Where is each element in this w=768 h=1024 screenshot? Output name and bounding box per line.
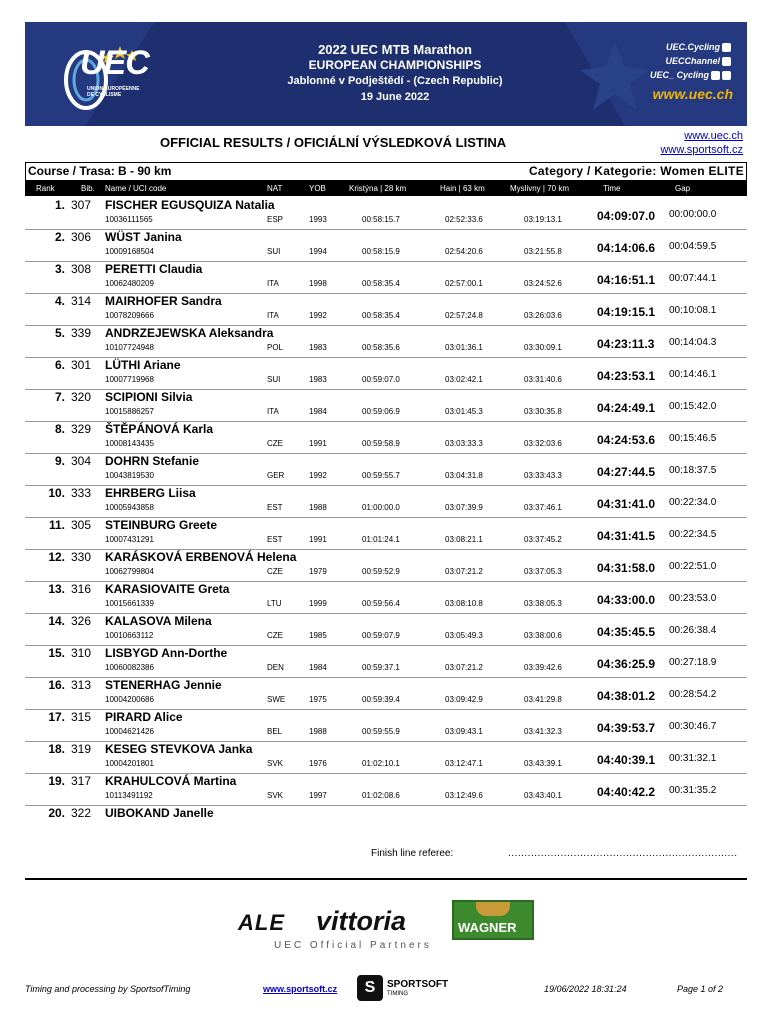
divider <box>25 878 747 880</box>
cell-s2: 03:12:47.1 <box>445 759 483 768</box>
col-split3: Myslivny | 70 km <box>510 184 569 193</box>
cell-gap: 00:04:59.5 <box>669 241 717 252</box>
cell-s2: 02:57:00.1 <box>445 279 483 288</box>
uec-logo-text: UEC <box>80 44 149 82</box>
cell-gap: 00:23:53.0 <box>669 593 717 604</box>
cell-s1: 00:59:39.4 <box>362 695 400 704</box>
referee-label: Finish line referee: <box>371 848 454 859</box>
cell-gap: 00:26:38.4 <box>669 625 717 636</box>
cell-yob: 1983 <box>309 343 327 352</box>
cell-uci: 10007719968 <box>105 375 154 384</box>
cell-bib: 339 <box>71 326 92 340</box>
cell-uci: 10043819530 <box>105 471 154 480</box>
cell-time: 04:31:41.5 <box>597 529 656 543</box>
cell-yob: 1993 <box>309 215 327 224</box>
cell-gap: 00:27:18.9 <box>669 657 717 668</box>
cell-time: 04:35:45.5 <box>597 625 656 639</box>
cell-rank: 17. <box>48 710 65 724</box>
footer-datetime: 19/06/2022 18:31:24 <box>544 984 627 994</box>
table-row <box>25 549 747 582</box>
cell-name: LÜTHI Ariane <box>105 358 181 372</box>
cell-time: 04:39:53.7 <box>597 721 656 735</box>
cell-rank: 19. <box>48 774 65 788</box>
cell-bib: 326 <box>71 614 92 628</box>
cell-yob: 1983 <box>309 375 327 384</box>
sportsoft-link[interactable]: www.sportsoft.cz <box>660 144 743 156</box>
cell-uci: 10004200686 <box>105 695 154 704</box>
cell-name: FISCHER EGUSQUIZA Natalia <box>105 198 275 212</box>
sponsors-strip <box>130 888 635 973</box>
cell-uci: 10036111565 <box>105 215 153 224</box>
event-date: 19 June 2022 <box>360 91 430 103</box>
cell-bib: 317 <box>71 774 92 788</box>
cell-gap: 00:10:08.1 <box>669 305 717 316</box>
table-row <box>25 517 747 550</box>
cell-s3: 03:30:35.8 <box>524 407 562 416</box>
cell-yob: 1988 <box>309 727 327 736</box>
cell-time: 04:19:15.1 <box>597 305 656 319</box>
cell-time: 04:14:06.6 <box>597 241 656 255</box>
uec-link[interactable]: www.uec.ch <box>684 130 743 142</box>
cell-time: 04:24:53.6 <box>597 433 656 447</box>
cell-uci: 10060082386 <box>105 663 154 672</box>
cell-time: 04:09:07.0 <box>597 209 656 223</box>
cell-name: STEINBURG Greete <box>105 518 218 532</box>
cell-uci: 10113491192 <box>105 791 153 800</box>
table-row <box>25 261 747 294</box>
cell-nat: ITA <box>267 279 279 288</box>
table-row <box>25 421 747 454</box>
cell-name: PERETTI Claudia <box>105 262 203 276</box>
cell-s2: 02:52:33.6 <box>445 215 483 224</box>
cell-s1: 00:58:35.4 <box>362 311 400 320</box>
results-heading: OFFICIAL RESULTS / OFICIÁLNÍ VÝSLEDKOVÁ LISTINA <box>160 135 507 150</box>
table-row <box>25 229 747 262</box>
cell-nat: ESP <box>267 215 284 224</box>
table-row <box>25 357 747 390</box>
cell-yob: 1994 <box>309 247 327 256</box>
col-split2: Hain | 63 km <box>440 184 485 193</box>
cell-time: 04:31:58.0 <box>597 561 656 575</box>
cell-bib: 307 <box>71 198 92 212</box>
cell-s1: 01:02:10.1 <box>362 759 400 768</box>
cell-rank: 11. <box>48 518 65 532</box>
cell-s2: 03:07:39.9 <box>445 503 483 512</box>
cell-s2: 03:12:49.6 <box>445 791 483 800</box>
cell-nat: SUI <box>267 375 281 384</box>
cell-time: 04:23:53.1 <box>597 369 656 383</box>
event-title: 2022 UEC MTB Marathon <box>318 42 472 57</box>
cell-rank: 13. <box>48 582 65 596</box>
cell-s2: 03:04:31.8 <box>445 471 483 480</box>
cell-time: 04:40:39.1 <box>597 753 656 767</box>
wagner-logo: WAGNER <box>452 900 534 940</box>
referee-signature-line: ...................................................................... <box>508 848 738 859</box>
cell-nat: CZE <box>267 567 283 576</box>
cell-uci: 10015661339 <box>105 599 154 608</box>
cell-uci: 10009168504 <box>105 247 154 256</box>
cell-s1: 00:59:55.9 <box>362 727 400 736</box>
cell-gap: 00:07:44.1 <box>669 273 717 284</box>
cell-yob: 1984 <box>309 407 327 416</box>
cell-s2: 02:54:20.6 <box>445 247 483 256</box>
col-bib: Bib. <box>81 184 95 193</box>
cell-bib: 313 <box>71 678 92 692</box>
twitter-icon <box>711 71 720 80</box>
footer-link[interactable]: www.sportsoft.cz <box>263 984 338 994</box>
cell-name: UIBOKAND Janelle <box>105 806 214 820</box>
cell-s3: 03:26:03.6 <box>524 311 562 320</box>
cell-yob: 1992 <box>309 311 327 320</box>
cell-nat: EST <box>267 503 283 512</box>
facebook-icon <box>722 43 731 52</box>
cell-name: DOHRN Stefanie <box>105 454 200 468</box>
cell-rank: 15. <box>48 646 65 660</box>
cell-name: EHRBERG Liisa <box>105 486 196 500</box>
col-nat: NAT <box>267 184 283 193</box>
cell-yob: 1998 <box>309 279 327 288</box>
cell-nat: EST <box>267 535 283 544</box>
cell-rank: 9. <box>54 454 65 468</box>
cell-uci: 10010663112 <box>105 631 154 640</box>
cell-gap: 00:15:42.0 <box>669 401 717 412</box>
cell-s1: 00:59:56.4 <box>362 599 400 608</box>
cell-s1: 00:59:52.9 <box>362 567 400 576</box>
sportsoft-logo: S SPORTSOFT TIMING <box>357 975 457 1002</box>
cell-gap: 00:14:04.3 <box>669 337 717 348</box>
cell-time: 04:23:11.3 <box>597 337 655 351</box>
cell-nat: ITA <box>267 407 279 416</box>
cell-name: KARASIOVAITE Greta <box>105 582 230 596</box>
cell-s1: 00:59:37.1 <box>362 663 400 672</box>
cell-bib: 329 <box>71 422 92 436</box>
cell-bib: 333 <box>71 486 92 500</box>
partners-tagline: UEC Official Partners <box>274 940 432 951</box>
cell-s3: 03:37:46.1 <box>524 503 562 512</box>
cell-time: 04:27:44.5 <box>597 465 656 479</box>
cell-gap: 00:31:35.2 <box>669 785 717 796</box>
cell-time: 04:40:42.2 <box>597 785 656 799</box>
cell-name: KARÁSKOVÁ ERBENOVÁ Helena <box>105 550 297 564</box>
cell-time: 04:36:25.9 <box>597 657 656 671</box>
table-row <box>25 325 747 358</box>
cell-time: 04:38:01.2 <box>597 689 656 703</box>
cell-s3: 03:24:52.6 <box>524 279 562 288</box>
cell-gap: 00:31:32.1 <box>669 753 717 764</box>
col-yob: YOB <box>309 184 326 193</box>
table-row <box>25 389 747 422</box>
cell-name: KESEG STEVKOVA Janka <box>105 742 253 756</box>
cell-nat: SUI <box>267 247 281 256</box>
cell-s3: 03:37:45.2 <box>524 535 562 544</box>
table-row <box>25 197 747 230</box>
uec-logo-subtitle: UNION EUROPÉENNE DE CYCLISME <box>87 86 140 98</box>
instagram-icon <box>722 71 731 80</box>
cell-yob: 1976 <box>309 759 327 768</box>
cell-bib: 320 <box>71 390 92 404</box>
ale-logo: ALE <box>238 910 285 935</box>
cell-name: MAIRHOFER Sandra <box>105 294 222 308</box>
cell-s2: 03:01:36.1 <box>445 343 483 352</box>
cell-nat: GER <box>267 471 285 480</box>
cell-uci: 10008143435 <box>105 439 154 448</box>
cell-s3: 03:19:13.1 <box>524 215 562 224</box>
header-links <box>660 129 743 157</box>
table-header <box>25 181 747 196</box>
cell-s1: 00:58:15.9 <box>362 247 400 256</box>
cell-s3: 03:41:32.3 <box>524 727 562 736</box>
cell-name: KALASOVA Milena <box>105 614 212 628</box>
cell-s2: 03:01:45.3 <box>445 407 483 416</box>
cell-s1: 00:58:35.6 <box>362 343 400 352</box>
cell-s3: 03:31:40.6 <box>524 375 562 384</box>
cell-s1: 00:59:06.9 <box>362 407 400 416</box>
table-row <box>25 645 747 678</box>
cell-name: ANDRZEJEWSKA Aleksandra <box>105 326 274 340</box>
cell-gap: 00:22:34.0 <box>669 497 717 508</box>
event-subtitle: EUROPEAN CHAMPIONSHIPS <box>308 58 482 72</box>
cell-bib: 304 <box>71 454 92 468</box>
cell-rank: 7. <box>54 390 65 404</box>
cell-rank: 8. <box>54 422 65 436</box>
cell-bib: 308 <box>71 262 92 276</box>
footer-page: Page 1 of 2 <box>677 984 724 994</box>
cell-name: KRAHULCOVÁ Martina <box>105 774 237 788</box>
cell-s3: 03:21:55.8 <box>524 247 562 256</box>
cell-bib: 301 <box>71 358 92 372</box>
cell-nat: LTU <box>267 599 282 608</box>
cell-s3: 03:33:43.3 <box>524 471 562 480</box>
cell-rank: 5. <box>54 326 65 340</box>
cell-rank: 20. <box>48 806 65 820</box>
cell-s1: 01:00:00.0 <box>362 503 400 512</box>
cell-bib: 315 <box>71 710 92 724</box>
cell-gap: 00:00:00.0 <box>669 209 717 220</box>
youtube-icon <box>722 57 731 66</box>
table-row <box>25 581 747 614</box>
col-name: Name / UCI code <box>105 184 167 193</box>
cell-nat: CZE <box>267 439 283 448</box>
table-row <box>25 613 747 646</box>
course-label: Course / Trasa: B - 90 km <box>28 164 172 178</box>
col-rank: Rank <box>36 184 55 193</box>
table-row <box>25 453 747 486</box>
sportsoft-icon: S <box>357 975 383 1001</box>
cell-yob: 1999 <box>309 599 327 608</box>
cell-yob: 1984 <box>309 663 327 672</box>
footer-timing: Timing and processing by SportsofTiming <box>25 984 191 994</box>
cell-name: WÜST Janina <box>105 230 182 244</box>
cell-yob: 1997 <box>309 791 327 800</box>
cell-nat: ITA <box>267 311 279 320</box>
cell-gap: 00:15:46.5 <box>669 433 717 444</box>
cell-s3: 03:37:05.3 <box>524 567 562 576</box>
cell-gap: 00:22:34.5 <box>669 529 717 540</box>
uec-website: www.uec.ch <box>652 86 733 102</box>
cell-s1: 01:01:24.1 <box>362 535 400 544</box>
cell-s1: 00:58:15.7 <box>362 215 400 224</box>
cell-bib: 330 <box>71 550 92 564</box>
cell-uci: 10004621426 <box>105 727 154 736</box>
cell-s1: 00:59:58.9 <box>362 439 400 448</box>
cell-s2: 03:08:21.1 <box>445 535 483 544</box>
cell-bib: 310 <box>71 646 92 660</box>
cell-s3: 03:32:03.6 <box>524 439 562 448</box>
cell-rank: 6. <box>54 358 65 372</box>
cell-yob: 1975 <box>309 695 327 704</box>
cell-s1: 00:58:35.4 <box>362 279 400 288</box>
event-location: Jablonné v Podještědí - (Czech Republic) <box>287 75 503 87</box>
cell-time: 04:31:41.0 <box>597 497 656 511</box>
cell-s3: 03:30:09.1 <box>524 343 562 352</box>
cell-s2: 03:05:49.3 <box>445 631 483 640</box>
cell-s1: 00:59:07.9 <box>362 631 400 640</box>
cell-yob: 1979 <box>309 567 327 576</box>
cell-rank: 2. <box>54 230 65 244</box>
cell-bib: 316 <box>71 582 92 596</box>
cell-gap: 00:30:46.7 <box>669 721 717 732</box>
category-label: Category / Kategorie: Women ELITE <box>528 164 744 178</box>
cell-yob: 1991 <box>309 535 327 544</box>
cell-s1: 00:59:55.7 <box>362 471 400 480</box>
cell-nat: SVK <box>267 759 284 768</box>
table-row <box>25 805 747 837</box>
cell-s3: 03:38:05.3 <box>524 599 562 608</box>
cell-uci: 10078209666 <box>105 311 154 320</box>
cell-name: LISBYGD Ann-Dorthe <box>105 646 228 660</box>
cell-rank: 18. <box>48 742 65 756</box>
cell-uci: 10015886257 <box>105 407 154 416</box>
cell-yob: 1988 <box>309 503 327 512</box>
cell-gap: 00:28:54.2 <box>669 689 717 700</box>
vittoria-logo: vittoria <box>316 906 407 936</box>
cell-name: SCIPIONI Silvia <box>105 390 193 404</box>
cell-yob: 1985 <box>309 631 327 640</box>
cell-time: 04:24:49.1 <box>597 401 656 415</box>
cell-bib: 314 <box>71 294 92 308</box>
cell-uci: 10007431291 <box>105 535 154 544</box>
cell-s2: 03:03:33.3 <box>445 439 483 448</box>
cell-name: ŠTĚPÁNOVÁ Karla <box>105 422 214 436</box>
cell-s2: 02:57:24.8 <box>445 311 483 320</box>
cell-rank: 4. <box>54 294 65 308</box>
table-row <box>25 709 747 742</box>
course-category-bar <box>25 162 747 181</box>
col-gap: Gap <box>675 184 691 193</box>
cell-rank: 1. <box>54 198 65 212</box>
cell-rank: 14. <box>48 614 65 628</box>
header-banner <box>25 22 747 126</box>
cell-s3: 03:43:40.1 <box>524 791 562 800</box>
cell-s3: 03:41:29.8 <box>524 695 562 704</box>
cell-nat: POL <box>267 343 284 352</box>
cell-s3: 03:38:00.6 <box>524 631 562 640</box>
table-row <box>25 677 747 710</box>
cell-uci: 10062480209 <box>105 279 154 288</box>
cell-bib: 305 <box>71 518 92 532</box>
cell-rank: 12. <box>48 550 65 564</box>
cell-rank: 3. <box>54 262 65 276</box>
col-time: Time <box>603 184 621 193</box>
cell-s3: 03:39:42.6 <box>524 663 562 672</box>
table-row <box>25 293 747 326</box>
cell-s3: 03:43:39.1 <box>524 759 562 768</box>
cell-yob: 1992 <box>309 471 327 480</box>
table-row <box>25 741 747 774</box>
cell-name: STENERHAG Jennie <box>105 678 222 692</box>
cell-nat: SWE <box>267 695 286 704</box>
cell-s1: 00:59:07.0 <box>362 375 400 384</box>
cell-uci: 10005943858 <box>105 503 154 512</box>
cell-nat: CZE <box>267 631 283 640</box>
cell-bib: 322 <box>71 806 92 820</box>
social-youtube: UECChannel <box>665 56 731 66</box>
cell-uci: 10107724948 <box>105 343 154 352</box>
cell-uci: 10062799804 <box>105 567 154 576</box>
cell-gap: 00:18:37.5 <box>669 465 717 476</box>
cell-bib: 319 <box>71 742 92 756</box>
cell-bib: 306 <box>71 230 92 244</box>
cell-nat: BEL <box>267 727 283 736</box>
cell-nat: SVK <box>267 791 284 800</box>
cell-uci: 10004201801 <box>105 759 154 768</box>
cell-s1: 01:02:08.6 <box>362 791 400 800</box>
cell-name: PIRARD Alice <box>105 710 183 724</box>
social-facebook: UEC.Cycling <box>666 42 731 52</box>
cell-rank: 16. <box>48 678 65 692</box>
cell-s2: 03:08:10.8 <box>445 599 483 608</box>
cell-s2: 03:02:42.1 <box>445 375 483 384</box>
col-split1: Kristýna | 28 km <box>349 184 407 193</box>
cell-time: 04:16:51.1 <box>597 273 656 287</box>
social-twitter: UEC_ Cycling <box>650 70 731 80</box>
table-row <box>25 485 747 518</box>
cell-yob: 1991 <box>309 439 327 448</box>
cell-s2: 03:09:43.1 <box>445 727 483 736</box>
cell-s2: 03:07:21.2 <box>445 567 483 576</box>
cell-rank: 10. <box>48 486 65 500</box>
cell-nat: DEN <box>267 663 284 672</box>
cell-s2: 03:09:42.9 <box>445 695 483 704</box>
cell-gap: 00:14:46.1 <box>669 369 717 380</box>
cell-time: 04:33:00.0 <box>597 593 656 607</box>
cell-gap: 00:22:51.0 <box>669 561 717 572</box>
cell-s2: 03:07:21.2 <box>445 663 483 672</box>
table-row <box>25 773 747 806</box>
